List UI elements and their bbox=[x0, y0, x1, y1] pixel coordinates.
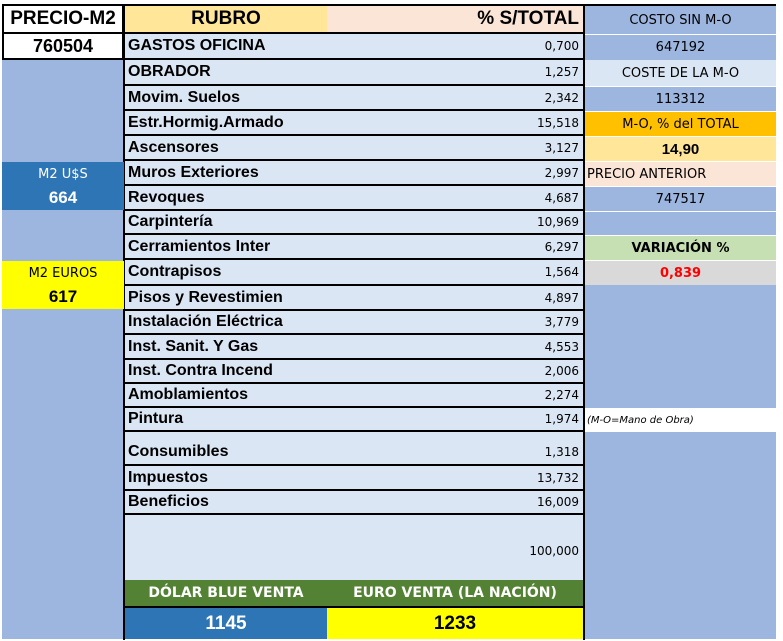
row-value-gastos-oficina: 0,700 bbox=[327, 34, 583, 60]
coste-mo-label: COSTE DE LA M-O bbox=[585, 60, 776, 86]
row-value-impuestos: 13,732 bbox=[327, 466, 583, 491]
precio-anterior-label: PRECIO ANTERIOR bbox=[585, 161, 776, 186]
row-label-cerramientos: Cerramientos Inter bbox=[125, 235, 327, 260]
euro-venta-label: EURO VENTA (LA NACIÓN) bbox=[327, 580, 583, 606]
row-value-beneficios: 16,009 bbox=[327, 491, 583, 515]
row-value-muros-exteriores: 2,997 bbox=[327, 161, 583, 186]
variacion-value: 0,839 bbox=[585, 260, 776, 285]
row-label-inst-contra-incend: Inst. Contra Incend bbox=[125, 360, 327, 384]
dolar-blue-value: 1145 bbox=[125, 606, 327, 639]
euro-venta-value: 1233 bbox=[327, 606, 583, 639]
row-value-obrador: 1,257 bbox=[327, 60, 583, 86]
row-value-pisos: 4,897 bbox=[327, 286, 583, 311]
precio-m2-header: PRECIO-M2 bbox=[2, 4, 124, 34]
row-value-estr-hormig: 15,518 bbox=[327, 111, 583, 136]
row-label-contrapisos: Contrapisos bbox=[125, 260, 327, 286]
row-value-movim-suelos: 2,342 bbox=[327, 86, 583, 111]
total-value: 100,000 bbox=[327, 515, 583, 580]
precio-m2-value: 760504 bbox=[2, 34, 124, 60]
row-label-impuestos: Impuestos bbox=[125, 466, 327, 491]
row-label-ascensores: Ascensores bbox=[125, 136, 327, 161]
mo-pct-value: 14,90 bbox=[585, 136, 776, 161]
row-label-amoblamientos: Amoblamientos bbox=[125, 384, 327, 408]
footnote-mo: (M-O=Mano de Obra) bbox=[585, 408, 776, 432]
mo-pct-label: M-O, % del TOTAL bbox=[585, 111, 776, 136]
row-label-obrador: OBRADOR bbox=[125, 60, 327, 86]
col-header-pct: % S/TOTAL bbox=[327, 4, 583, 34]
row-label-beneficios: Beneficios bbox=[125, 491, 327, 515]
row-value-ascensores: 3,127 bbox=[327, 136, 583, 161]
row-label-estr-hormig: Estr.Hormig.Armado bbox=[125, 111, 327, 136]
costo-sin-mo-label: COSTO SIN M-O bbox=[585, 4, 776, 34]
variacion-label: VARIACIÓN % bbox=[585, 235, 776, 260]
right-column-bg bbox=[584, 285, 776, 639]
dolar-blue-label: DÓLAR BLUE VENTA bbox=[125, 580, 327, 606]
costo-sin-mo-value: 647192 bbox=[585, 34, 776, 60]
row-value-contrapisos: 1,564 bbox=[327, 260, 583, 286]
total-label-cell bbox=[125, 515, 327, 580]
row-label-pisos: Pisos y Revestimien bbox=[125, 286, 327, 311]
right-spacer bbox=[585, 211, 776, 235]
row-label-consumibles: Consumibles bbox=[125, 432, 327, 466]
left-column-bg bbox=[2, 60, 124, 639]
row-value-inst-electrica: 3,779 bbox=[327, 311, 583, 335]
row-value-pintura: 1,974 bbox=[327, 408, 583, 432]
row-label-gastos-oficina: GASTOS OFICINA bbox=[125, 34, 327, 60]
m2-usd-label: M2 U$S bbox=[2, 162, 124, 186]
col-header-rubro: RUBRO bbox=[125, 4, 327, 34]
row-label-inst-sanit: Inst. Sanit. Y Gas bbox=[125, 335, 327, 360]
row-label-revoques: Revoques bbox=[125, 186, 327, 211]
row-value-inst-sanit: 4,553 bbox=[327, 335, 583, 360]
row-value-amoblamientos: 2,274 bbox=[327, 384, 583, 408]
precio-anterior-value: 747517 bbox=[585, 186, 776, 211]
row-value-carpinteria: 10,969 bbox=[327, 211, 583, 235]
row-label-muros-exteriores: Muros Exteriores bbox=[125, 161, 327, 186]
row-label-carpinteria: Carpintería bbox=[125, 211, 327, 235]
coste-mo-value: 113312 bbox=[585, 86, 776, 111]
row-value-inst-contra-incend: 2,006 bbox=[327, 360, 583, 384]
row-label-movim-suelos: Movim. Suelos bbox=[125, 86, 327, 111]
row-label-inst-electrica: Instalación Eléctrica bbox=[125, 311, 327, 335]
row-value-revoques: 4,687 bbox=[327, 186, 583, 211]
m2-euros-label: M2 EUROS bbox=[2, 261, 124, 285]
m2-euros-value: 617 bbox=[2, 285, 124, 309]
m2-usd-value: 664 bbox=[2, 186, 124, 210]
row-label-pintura: Pintura bbox=[125, 408, 327, 432]
row-value-consumibles: 1,318 bbox=[327, 432, 583, 466]
row-value-cerramientos: 6,297 bbox=[327, 235, 583, 260]
